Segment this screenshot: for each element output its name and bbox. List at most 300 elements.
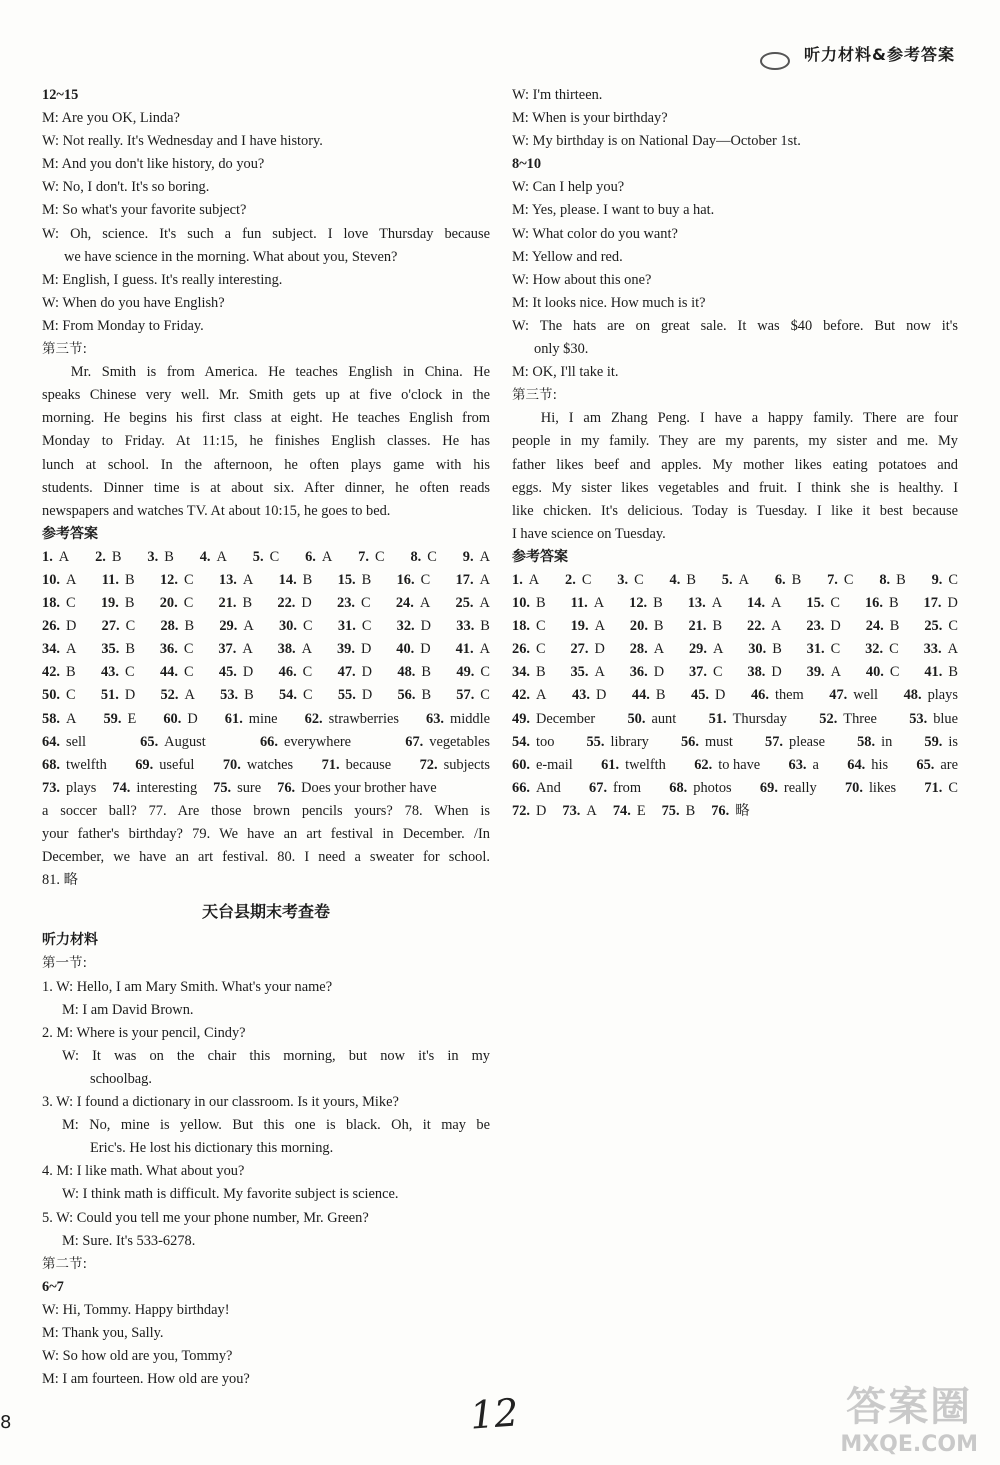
answers-label: 参考答案: [512, 548, 568, 565]
answer-value: Does your brother have: [301, 779, 437, 796]
dialog-line: we have science in the morning. What about you, Steven?: [64, 248, 398, 265]
answer-number: 55.: [586, 733, 605, 750]
passage-line: Mr. Smith is from America. He teaches English in China. He: [70, 364, 490, 381]
answer-value: A: [321, 548, 333, 565]
answer-value: D: [124, 687, 136, 704]
answer-item: [397, 615, 431, 638]
answer-number: 18.: [42, 595, 60, 612]
answer-number: 66.: [259, 733, 278, 750]
answer-number: 73.: [562, 802, 581, 819]
watermark-text: 答案圈: [846, 1384, 973, 1430]
answer-value: A: [594, 664, 605, 681]
answer-value: D: [420, 641, 431, 658]
answer-row: [42, 708, 490, 731]
answer-number: 56.: [680, 733, 699, 750]
answer-number: 57.: [456, 687, 475, 704]
answer-item: [337, 638, 371, 661]
answer-text: 80. I need a sweater for school.: [277, 849, 490, 866]
answer-number: 40.: [396, 641, 415, 658]
answer-number: 4.: [669, 571, 681, 588]
answer-number: 36.: [629, 664, 648, 681]
answer-number: 22.: [747, 618, 766, 635]
answer-item: [223, 754, 293, 777]
answer-item: [775, 569, 801, 592]
answer-item: [709, 708, 787, 731]
answer-value: C: [634, 571, 644, 588]
answer-number: 16.: [864, 595, 883, 612]
answer-item: [200, 546, 227, 569]
answer-number: 48.: [397, 664, 416, 681]
answer-item: [220, 684, 254, 707]
dialog-line: M: No, mine is yellow. But this one is black. Oh, it may be: [62, 1117, 490, 1134]
answer-value: E: [127, 710, 137, 727]
answer-item: [866, 661, 900, 684]
dialog-line: Eric's. He lost his dictionary this morning.: [90, 1140, 334, 1157]
answer-value: vegetables: [429, 733, 490, 750]
answer-tail-line: [42, 846, 490, 869]
answer-number: 64.: [847, 756, 866, 773]
answer-item: [512, 684, 546, 707]
answer-value: C: [948, 618, 958, 635]
answer-number: 3.: [617, 571, 629, 588]
answer-item: [219, 661, 253, 684]
answer-item: [512, 661, 546, 684]
answer-item: [279, 569, 313, 592]
answer-item: [456, 569, 490, 592]
dialog-line: W: Hi, Tommy. Happy birthday!: [42, 1301, 230, 1318]
answer-item: [751, 684, 804, 707]
dialog-line: W: How about this one?: [512, 271, 652, 288]
passage-line: morning. He begins his first class at eight. He teaches English from: [42, 410, 490, 427]
page-header-title: 听力材料&参考答案: [804, 45, 955, 64]
answer-number: 28.: [629, 641, 648, 658]
answer-number: 47.: [829, 687, 848, 704]
answer-value: really: [783, 779, 817, 796]
passage-line: lunch at school. In the afternoon, he often plays game with his: [42, 456, 490, 473]
answer-item: [512, 800, 546, 823]
answer-row: [42, 615, 490, 638]
answer-value: B: [712, 618, 723, 635]
answer-item: [160, 684, 194, 707]
dialog-line: M: English, I guess. It's really interesting.: [42, 271, 283, 288]
answer-number: 31.: [337, 618, 356, 635]
answer-item: [426, 708, 490, 731]
answer-value: middle: [450, 710, 490, 727]
answer-item: [789, 754, 819, 777]
answer-number: 21.: [218, 595, 237, 612]
answer-value: B: [184, 618, 195, 635]
answer-number: 56.: [397, 687, 416, 704]
answer-number: 38.: [277, 641, 296, 658]
section-1-label: 第一节:: [42, 955, 88, 972]
answer-item: [456, 661, 490, 684]
answer-number: 67.: [405, 733, 424, 750]
answer-value: A: [771, 618, 782, 635]
answer-value: D: [536, 802, 547, 819]
answer-number: 41.: [455, 641, 474, 658]
answer-number: 27.: [570, 641, 589, 658]
passage-line: students. Dinner time is at about six. After dinner, he often reads: [42, 479, 490, 496]
answer-number: 6.: [305, 548, 316, 565]
answer-number: 46.: [750, 687, 769, 704]
dialog-line: W: When do you have English?: [42, 294, 225, 311]
answer-item: [135, 754, 194, 777]
answer-number: 1.: [512, 571, 523, 588]
answer-item: [722, 569, 749, 592]
dialog-line: M: OK, I'll take it.: [512, 364, 619, 381]
answer-value: well: [853, 687, 879, 704]
answer-number: 51.: [100, 687, 119, 704]
answer-key: [512, 569, 958, 823]
answer-number: 23.: [806, 618, 825, 635]
answer-number: 58.: [857, 733, 876, 750]
answer-value: A: [479, 571, 490, 588]
answer-item: [512, 754, 573, 777]
answer-item: [847, 754, 888, 777]
answer-item: [456, 684, 490, 707]
answer-number: 25.: [455, 595, 474, 612]
answer-item: [924, 777, 958, 800]
answer-row: [42, 638, 490, 661]
answer-item: [747, 592, 781, 615]
answer-item: [95, 546, 121, 569]
answer-number: 33.: [456, 618, 475, 635]
answer-number: 16.: [396, 571, 415, 588]
answer-value: B: [791, 571, 802, 588]
answer-value: B: [536, 664, 546, 681]
answer-value: C: [948, 779, 958, 796]
answer-number: 20.: [159, 595, 178, 612]
answer-item: [670, 569, 696, 592]
answer-value: C: [269, 548, 280, 565]
answer-item: [42, 569, 76, 592]
answer-number: 49.: [456, 664, 475, 681]
answer-number: 72.: [419, 756, 438, 773]
passage-line: newspapers and watches TV. At about 10:15, he goes to bed.: [42, 502, 391, 519]
answer-item: [807, 661, 841, 684]
answer-item: [571, 592, 605, 615]
answer-item: [160, 638, 194, 661]
answer-row: [42, 546, 490, 569]
dialog-line: 2. M: Where is your pencil, Cindy?: [42, 1024, 246, 1041]
answer-item: [305, 546, 332, 569]
answer-key: [42, 546, 490, 800]
answer-item: [42, 777, 96, 800]
answer-value: A: [479, 548, 490, 565]
passage-line: eggs. My sister likes vegetables and fruit. I think she is healthy. I: [512, 479, 958, 496]
answer-number: 70.: [844, 779, 863, 796]
answer-item: [688, 615, 722, 638]
answer-number: 22.: [277, 595, 296, 612]
answer-item: [219, 592, 253, 615]
dialog-line: W: I think math is difficult. My favorite subject is science.: [62, 1186, 399, 1203]
answers-label: 参考答案: [42, 525, 98, 542]
answer-number: 15.: [337, 571, 356, 588]
answer-number: 59.: [103, 710, 122, 727]
answer-number: 59.: [924, 733, 943, 750]
answer-number: 62.: [694, 756, 713, 773]
answer-number: 43.: [571, 687, 590, 704]
answer-value: mine: [248, 710, 278, 727]
answer-item: [396, 638, 430, 661]
answer-number: 33.: [923, 641, 942, 658]
dialog-line: M: From Monday to Friday.: [42, 317, 204, 334]
answer-item: [337, 592, 371, 615]
answer-number: 51.: [708, 710, 727, 727]
answer-value: A: [243, 618, 254, 635]
dialog-line: only $30.: [534, 341, 589, 358]
answer-value: C: [948, 571, 958, 588]
answer-row: [42, 777, 490, 800]
answer-number: 11.: [101, 571, 119, 588]
answer-item: [617, 569, 643, 592]
dialog-line: schoolbag.: [90, 1070, 152, 1087]
answer-value: library: [610, 733, 649, 750]
answer-item: [42, 546, 69, 569]
answer-item: [630, 615, 664, 638]
answer-item: [277, 777, 436, 800]
answer-row: [512, 731, 958, 754]
answer-item: [681, 731, 733, 754]
answer-item: [397, 661, 431, 684]
answer-number: 65.: [140, 733, 159, 750]
answer-number: 19.: [100, 595, 119, 612]
answer-item: [765, 731, 825, 754]
answer-value: his: [871, 756, 889, 773]
answer-value: B: [421, 687, 432, 704]
answer-item: [819, 708, 877, 731]
answer-value: C: [302, 687, 313, 704]
answer-number: 67.: [589, 779, 608, 796]
answer-number: 54.: [512, 733, 530, 750]
answer-value: everywhere: [283, 733, 352, 750]
answer-item: [932, 569, 958, 592]
answer-value: D: [947, 595, 958, 612]
dialog-line: M: Thank you, Sally.: [42, 1324, 164, 1341]
answer-value: must: [704, 733, 733, 750]
answer-number: 72.: [512, 802, 530, 819]
answer-value: A: [594, 618, 605, 635]
answer-number: 9.: [462, 548, 474, 565]
dialog-line: 3. W: I found a dictionary in our classroom. Is it yours, Mike?: [42, 1094, 399, 1111]
answer-item: [456, 592, 490, 615]
answer-item: [218, 638, 252, 661]
answer-item: [512, 592, 546, 615]
answer-value: C: [830, 641, 841, 658]
answer-item: [338, 661, 372, 684]
header-decoration-icon: [760, 52, 790, 70]
answer-item: [827, 569, 853, 592]
answer-number: 39.: [336, 641, 355, 658]
answer-value: to have: [718, 756, 761, 773]
answer-item: [691, 684, 725, 707]
answer-number: 37.: [688, 664, 707, 681]
answer-value: e-mail: [536, 756, 573, 773]
answer-item: [806, 615, 840, 638]
watermark-url: MXQE.COM: [840, 1432, 978, 1457]
answer-number: 57.: [765, 733, 784, 750]
answer-item: [42, 615, 76, 638]
answer-number: 14.: [278, 571, 297, 588]
dialog-line: M: Yes, please. I want to buy a hat.: [512, 202, 715, 219]
answer-number: 18.: [512, 618, 530, 635]
answer-number: 14.: [747, 595, 766, 612]
answer-number: 63.: [788, 756, 807, 773]
answer-value: them: [774, 687, 804, 704]
answer-item: [213, 777, 261, 800]
answer-item: [924, 592, 958, 615]
answer-value: sure: [237, 779, 262, 796]
answer-item: [589, 777, 641, 800]
answer-number: 61.: [601, 756, 620, 773]
answer-number: 30.: [748, 641, 767, 658]
answer-row: [42, 661, 490, 684]
answer-item: [160, 592, 194, 615]
answer-item: [829, 684, 878, 707]
answer-number: 8.: [879, 571, 891, 588]
answer-number: 10.: [42, 571, 60, 588]
section-3-label: 第三节:: [512, 387, 558, 404]
answer-item: [42, 754, 107, 777]
answer-value: B: [302, 571, 313, 588]
answer-row: [512, 638, 958, 661]
answer-value: C: [536, 618, 546, 635]
answer-value: B: [653, 595, 663, 612]
dialog-line: M: And you don't like history, do you?: [42, 156, 265, 173]
answer-item: [601, 754, 666, 777]
answer-item: [338, 615, 372, 638]
answer-value: 略: [735, 802, 750, 819]
dialog-line: W: I'm thirteen.: [512, 87, 603, 103]
passage-line: like chicken. It's delicious. Today is Tuesday. I like it best because: [512, 502, 958, 519]
answer-value: plays: [927, 687, 958, 704]
answer-value: August: [164, 733, 206, 750]
answer-value: strawberries: [328, 710, 399, 727]
answer-item: [225, 708, 278, 731]
answer-value: And: [536, 779, 561, 796]
answer-value: B: [164, 548, 174, 565]
dialog-line: M: When is your birthday?: [512, 110, 668, 127]
answer-number: 35.: [101, 641, 120, 658]
answer-number: 52.: [160, 687, 179, 704]
left-column: [42, 84, 490, 1391]
answer-value: A: [586, 802, 597, 819]
answer-item: [396, 592, 430, 615]
passage-line: Hi, I am Zhang Peng. I have a happy family. There are four: [540, 410, 958, 427]
answer-item: [689, 661, 723, 684]
answer-number: 55.: [337, 687, 356, 704]
answer-value: B: [124, 571, 135, 588]
answer-value: A: [479, 595, 490, 612]
answer-number: 43.: [100, 664, 119, 681]
answer-item: [845, 777, 896, 800]
answer-number: 5.: [252, 548, 264, 565]
answer-value: please: [789, 733, 825, 750]
answer-number: 36.: [159, 641, 178, 658]
answer-value: B: [242, 595, 253, 612]
answer-value: D: [361, 687, 373, 704]
answer-number: 30.: [278, 618, 297, 635]
answer-number: 26.: [512, 641, 530, 658]
answer-value: A: [419, 595, 431, 612]
answer-value: B: [111, 548, 122, 565]
dialog-line: 1. W: Hello, I am Mary Smith. What's your name?: [42, 978, 333, 995]
answer-value: Three: [843, 710, 877, 727]
answer-value: B: [896, 571, 906, 588]
answer-value: C: [183, 664, 194, 681]
answer-item: [147, 546, 173, 569]
answer-value: A: [653, 641, 665, 658]
answer-text: your father's birthday?: [42, 826, 183, 842]
answer-number: 34.: [512, 664, 530, 681]
answer-number: 34.: [42, 641, 60, 658]
answer-number: 76.: [711, 802, 730, 819]
answer-item: [305, 708, 399, 731]
answer-value: C: [712, 664, 723, 681]
section-2-label: 第二节:: [42, 1255, 88, 1272]
answer-item: [512, 731, 554, 754]
answer-number: 66.: [512, 779, 530, 796]
answer-text: 79. We have an art festival in December. /In: [192, 826, 490, 842]
dialog-line: M: Sure. It's 533-6278.: [62, 1232, 196, 1249]
answer-item: [613, 800, 646, 823]
answer-value: C: [536, 641, 546, 658]
answer-item: [865, 638, 899, 661]
answer-number: 75.: [213, 779, 232, 796]
dialog-line: 5. W: Could you tell me your phone number, Mr. Green?: [42, 1209, 369, 1226]
answer-value: twelfth: [66, 756, 107, 773]
answer-tail-line: [42, 800, 490, 823]
answer-item: [512, 638, 546, 661]
answer-number: 45.: [218, 664, 237, 681]
answer-number: 31.: [806, 641, 825, 658]
answer-value: interesting: [136, 779, 198, 796]
answer-row: [42, 731, 490, 754]
answer-number: 40.: [865, 664, 884, 681]
answer-row: [512, 754, 958, 777]
answer-row: [512, 569, 958, 592]
answer-value: C: [427, 548, 437, 565]
answer-row: [512, 615, 958, 638]
answer-value: A: [593, 595, 605, 612]
dialog-line: M: It looks nice. How much is it?: [512, 294, 706, 311]
answer-value: D: [830, 618, 841, 635]
answer-item: [160, 615, 194, 638]
answer-number: 60.: [512, 756, 530, 773]
answer-number: 71.: [924, 779, 943, 796]
answer-item: [916, 754, 958, 777]
answer-number: 69.: [135, 756, 154, 773]
passage-line: speaks Chinese very well. Mr. Smith gets up at five o'clock in the: [42, 387, 490, 404]
answer-item: [562, 800, 596, 823]
answer-value: A: [528, 571, 540, 588]
answer-number: 69.: [759, 779, 778, 796]
answer-value: plays: [66, 779, 97, 796]
answer-tail-line: [42, 869, 490, 892]
answer-value: B: [244, 687, 254, 704]
answer-number: 49.: [512, 710, 530, 727]
answer-value: B: [125, 641, 135, 658]
answer-number: 15.: [806, 595, 825, 612]
answer-number: 39.: [806, 664, 825, 681]
answer-item: [397, 569, 431, 592]
answer-value: B: [888, 595, 899, 612]
answer-number: 37.: [218, 641, 237, 658]
answer-text: December, we have an art festival.: [42, 849, 269, 866]
answer-number: 48.: [903, 687, 922, 704]
answer-number: 52.: [819, 710, 838, 727]
answer-value: C: [889, 664, 900, 681]
